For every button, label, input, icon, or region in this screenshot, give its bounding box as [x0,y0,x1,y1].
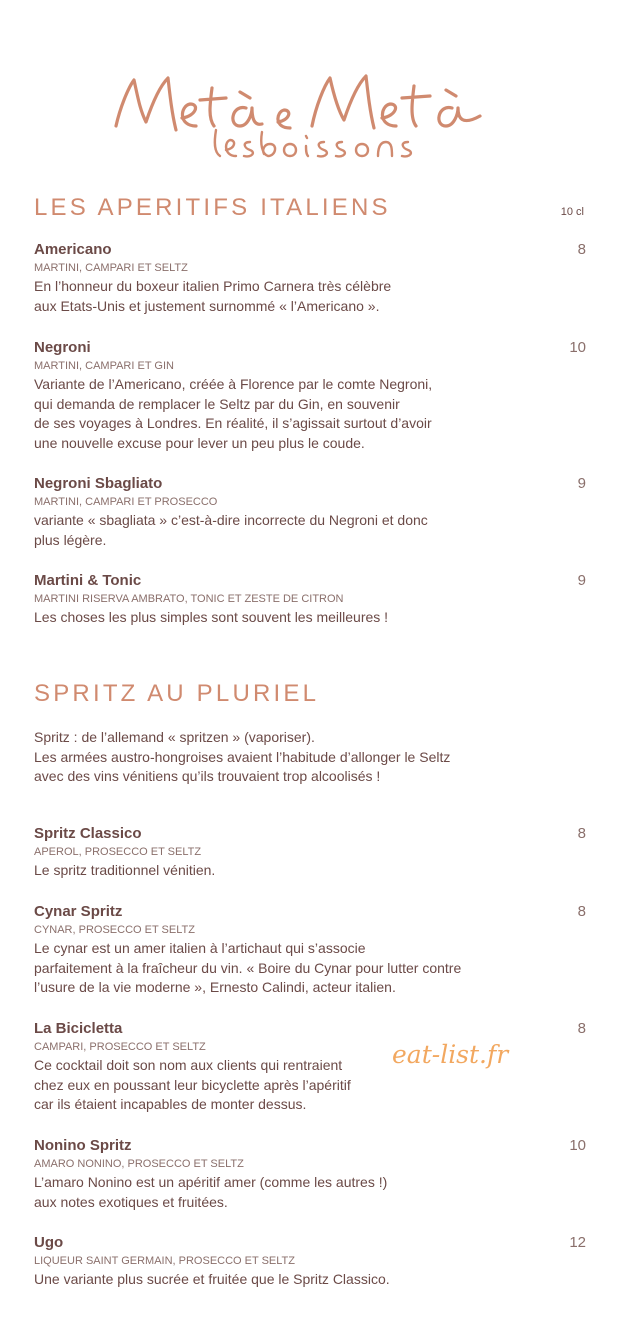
item-name: Cynar Spritz [34,903,123,920]
item-ingredients: MARTINI RISERVA AMBRATO, TONIC ET ZESTE DE CITRON [34,593,344,605]
item-name: Nonino Spritz [34,1137,132,1154]
item-price: 8 [577,903,586,920]
menu-item [34,338,586,453]
item-name: Ugo [34,1234,64,1251]
item-name: Negroni Sbagliato [34,475,163,492]
desc-line: variante « sbagliata » c’est-à-dire incorrecte du Negroni et donc [34,512,428,528]
item-price: 9 [577,475,586,492]
desc-line: l’usure de la vie moderne », Ernesto Calindi, acteur italien. [34,979,396,995]
item-description [34,939,586,998]
desc-line: L’amaro Nonino est un apéritif amer (comme les autres !) [34,1174,388,1190]
menu-item [34,571,586,628]
item-description [34,1270,586,1290]
item-name: La Bicicletta [34,1020,123,1037]
desc-line: Le spritz traditionnel vénitien. [34,862,216,878]
item-ingredients: MARTINI, CAMPARI ET GIN [34,360,174,372]
item-price: 8 [577,1020,586,1037]
menu-item [34,902,586,998]
menu-item [34,1136,586,1212]
section-title: LES APERITIFS ITALIENS [34,194,391,221]
brand-logo [0,38,618,168]
desc-line: qui demanda de remplacer le Seltz par du Gin, en souvenir [34,395,400,412]
item-price: 10 [569,339,586,356]
item-description [34,1173,586,1212]
item-description [34,375,586,453]
intro-line: avec des vins vénitiens qu’ils trouvaient trop alcoolisés ! [34,768,381,784]
desc-line: chez eux en poussant leur bicyclette après l’apéritif [34,1076,351,1093]
item-price: 10 [569,1137,586,1154]
desc-line: car ils étaient incapables de monter dessus. [34,1096,307,1112]
section-title: SPRITZ AU PLURIEL [34,680,320,707]
menu-item [34,824,586,881]
item-ingredients: CYNAR, PROSECCO ET SELTZ [34,924,195,936]
item-ingredients: APEROL, PROSECCO ET SELTZ [34,846,202,858]
intro-line: Spritz : de l’allemand « spritzen » (vaporiser). [34,729,315,745]
volume-unit: 10 cl [560,206,584,218]
desc-line: aux notes exotiques et fruitées. [34,1193,228,1210]
item-description [34,608,586,628]
desc-line: Les choses les plus simples sont souvent les meilleures ! [34,609,389,625]
item-description [34,511,586,550]
item-ingredients: LIQUEUR SAINT GERMAIN, PROSECCO ET SELTZ [34,1255,295,1267]
desc-line: Le cynar est un amer italien à l’artichaut qui s’associe [34,940,366,956]
desc-line: Variante de l’Americano, créée à Florence par le comte Negroni, [34,376,433,392]
item-name: Negroni [34,339,91,356]
item-name: Americano [34,241,112,258]
item-ingredients: CAMPARI, PROSECCO ET SELTZ [34,1041,206,1053]
intro-line: Les armées austro-hongroises avaient l’habitude d’allonger le Seltz [34,748,451,765]
item-price: 8 [577,825,586,842]
desc-line: aux Etats-Unis et justement surnommé « l’Americano ». [34,297,380,314]
menu-item [34,1233,586,1290]
section-intro [34,728,586,787]
desc-line: Ce cocktail doit son nom aux clients qui rentraient [34,1057,343,1073]
brand-logo-lettering [0,38,618,168]
menu-item [34,474,586,550]
item-description [34,861,586,881]
item-description [34,277,586,316]
item-ingredients: AMARO NONINO, PROSECCO ET SELTZ [34,1158,244,1170]
desc-line: plus légère. [34,531,107,548]
item-price: 8 [577,241,586,258]
item-ingredients: MARTINI, CAMPARI ET SELTZ [34,262,188,274]
desc-line: de ses voyages à Londres. En réalité, il s’agissait surtout d’avoir [34,415,432,431]
desc-line: parfaitement à la fraîcheur du vin. « Boire du Cynar pour lutter contre [34,959,462,976]
item-price: 9 [577,572,586,589]
desc-line: Une variante plus sucrée et fruitée que le Spritz Classico. [34,1271,390,1287]
item-price: 12 [569,1234,586,1251]
menu-item [34,240,586,316]
item-ingredients: MARTINI, CAMPARI ET PROSECCO [34,496,218,508]
watermark: eat-list.fr [392,1040,509,1069]
desc-line: En l’honneur du boxeur italien Primo Carnera très célèbre [34,278,392,294]
item-name: Martini & Tonic [34,572,142,589]
item-name: Spritz Classico [34,825,142,842]
desc-line: une nouvelle excuse pour lever un peu plus le coude. [34,434,365,451]
